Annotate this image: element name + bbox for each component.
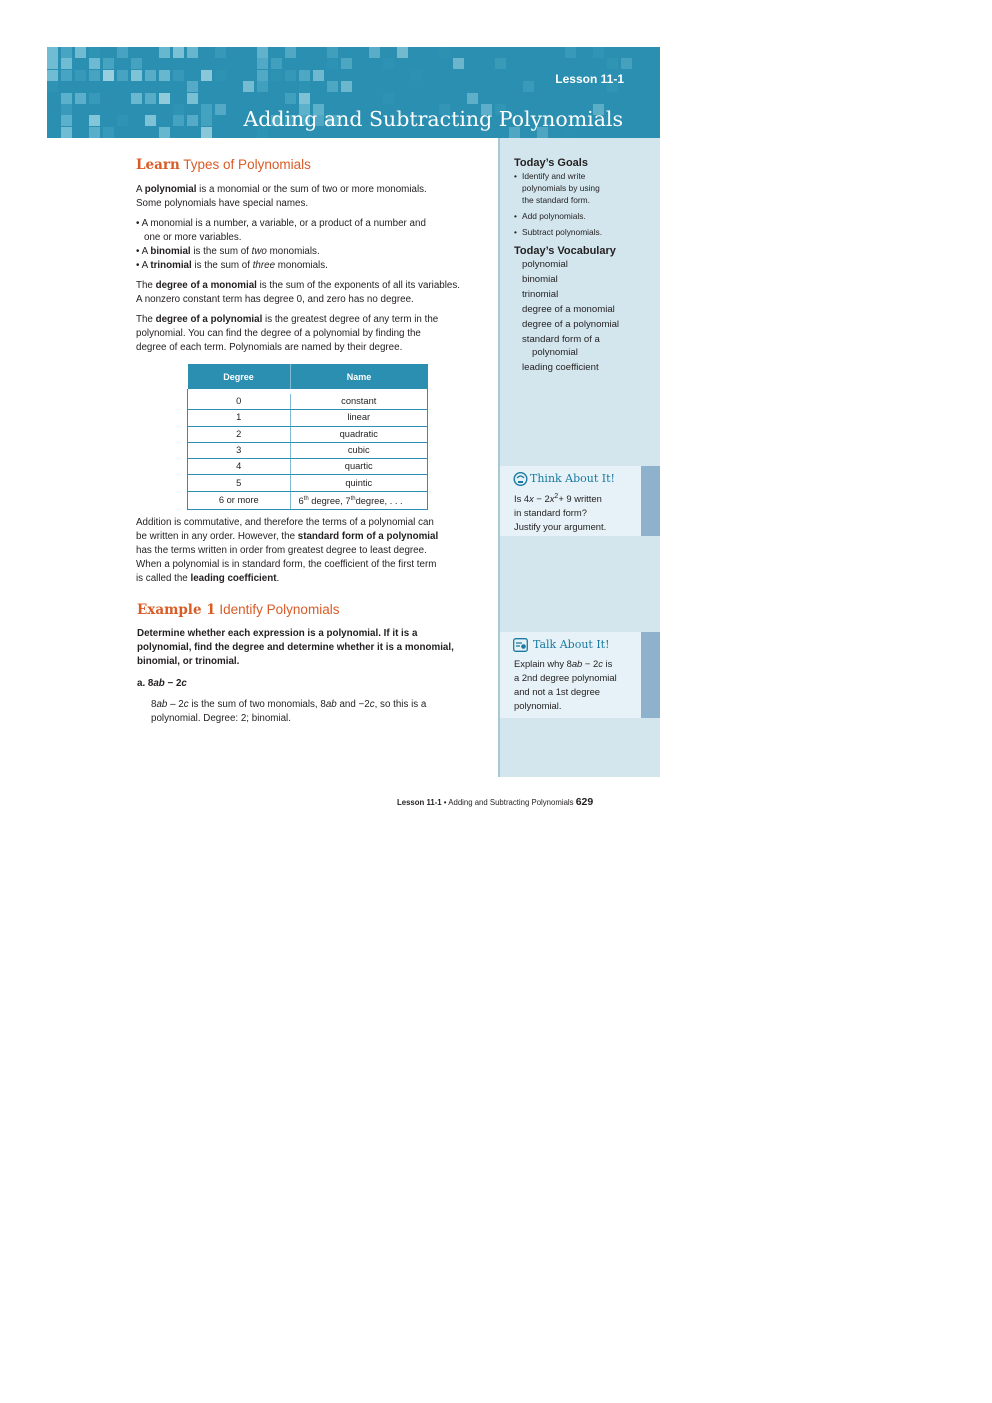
bullet-icon: • — [514, 227, 517, 237]
vocab-item: trinomial — [522, 289, 559, 300]
banner-tile — [61, 70, 72, 81]
banner-tile — [313, 70, 324, 81]
banner-tile — [257, 58, 268, 69]
banner-tile — [327, 47, 338, 58]
banner-tile — [145, 93, 156, 104]
banner-tile — [607, 58, 618, 69]
vocab-item: polynomial — [522, 259, 568, 270]
banner-tile — [89, 115, 100, 126]
banner-tile — [47, 47, 58, 58]
banner-tile — [187, 47, 198, 58]
bullet-list: • A monomial is a number, a variable, or a product of a number and one or more variables. • A binomial is the sum of two monomials. • A trinomial is the sum of three monomials. — [136, 218, 426, 271]
banner-tile — [467, 93, 478, 104]
banner-tile — [89, 93, 100, 104]
banner-tile — [285, 47, 296, 58]
talk-title: Talk About It! — [533, 638, 610, 651]
banner-tile — [131, 58, 142, 69]
banner-tile — [89, 127, 100, 138]
table-row: 6 or more 6th degree, 7thdegree, . . . — [188, 491, 428, 509]
banner-tile — [621, 58, 632, 69]
banner-tile — [327, 58, 338, 69]
banner-tile — [383, 58, 394, 69]
banner-tile — [439, 47, 450, 58]
banner-tile — [103, 70, 114, 81]
banner-tile — [117, 115, 128, 126]
banner-tile — [103, 58, 114, 69]
banner-tile — [47, 81, 58, 92]
bullet-icon: • — [514, 171, 517, 181]
example-prompt: Determine whether each expression is a polynomial. If it is a polynomial, find the degree and determine whether it is a monomial, binomial, or trinomial. — [137, 628, 454, 667]
banner-tile — [117, 70, 128, 81]
banner-tile — [383, 93, 394, 104]
vocab-item: standard form of a — [522, 334, 600, 345]
page-title: Adding and Subtracting Polynomials — [243, 107, 623, 131]
degree-monomial-paragraph: The degree of a monomial is the sum of the exponents of all its variables. A nonzero constant term has degree 0, and zero has no degree. — [136, 280, 460, 305]
table-row: 1 linear — [188, 410, 428, 426]
standard-form-paragraph: Addition is commutative, and therefore the terms of a polynomial can be written in any order. However, the standard form of a polynomial has the terms written in order from greatest degree to least degree. When a polynomial is in standard form, the coefficient of the first term is called the leading coefficient. — [136, 517, 439, 584]
table-header-row — [188, 364, 428, 389]
banner-tile — [201, 70, 212, 81]
banner-tile — [215, 104, 226, 115]
banner-tile — [75, 70, 86, 81]
goal-item: • Subtract polynomials. — [514, 227, 603, 237]
table-row: 3 cubic — [188, 442, 428, 458]
page-number: 629 — [575, 796, 594, 808]
page-footer: Lesson 11-1 • Adding and Subtracting Polynomials 629 — [397, 796, 594, 808]
banner-tile — [103, 127, 114, 138]
banner-tile — [61, 127, 72, 138]
banner-tile — [173, 104, 184, 115]
banner-tile — [257, 47, 268, 58]
column-header: Degree — [188, 364, 291, 389]
banner-tile — [61, 47, 72, 58]
banner-tile — [187, 93, 198, 104]
table-row: 5 quintic — [188, 475, 428, 491]
banner-tile — [299, 81, 310, 92]
banner-tile — [201, 115, 212, 126]
degree-polynomial-paragraph: The degree of a polynomial is the greatest degree of any term in the polynomial. You can find the degree of a polynomial by finding the degree of each term. Polynomials are named by their degree. — [136, 314, 439, 353]
banner-tile — [215, 47, 226, 58]
banner-tile — [131, 70, 142, 81]
banner-tile — [159, 47, 170, 58]
banner-tile — [299, 70, 310, 81]
banner-tile — [89, 47, 100, 58]
banner-tile — [61, 58, 72, 69]
banner-tile — [495, 58, 506, 69]
banner-tile — [173, 70, 184, 81]
banner-tile — [173, 47, 184, 58]
vocab-item: polynomial — [532, 347, 578, 358]
table-row: 0 constant — [188, 394, 428, 410]
banner-tile — [173, 115, 184, 126]
banner-tile — [117, 47, 128, 58]
goals-title: Today’s Goals — [514, 157, 588, 169]
banner-tile — [271, 58, 282, 69]
example-solution: 8ab – 2c is the sum of two monomials, 8ab and −2c, so this is a polynomial. Degree: 2; binomial. — [151, 699, 427, 724]
vocab-item: degree of a polynomial — [522, 319, 620, 330]
banner-tile — [47, 58, 58, 69]
banner-tile — [75, 47, 86, 58]
banner-tile — [61, 104, 72, 115]
vocab-item: binomial — [522, 274, 558, 285]
banner-tile — [593, 47, 604, 58]
banner-tile — [61, 115, 72, 126]
banner-tile — [341, 81, 352, 92]
intro-paragraph: A polynomial is a monomial or the sum of two or more monomials. Some polynomials have special names. — [136, 184, 427, 209]
column-header: Name — [290, 364, 428, 389]
banner-tile — [285, 70, 296, 81]
banner-tile — [341, 58, 352, 69]
banner-tile — [187, 81, 198, 92]
banner-tile — [523, 81, 534, 92]
banner-tile — [257, 81, 268, 92]
goal-item: • Identify and write polynomials by using the standard form. — [514, 171, 600, 205]
vocabulary-title: Today’s Vocabulary — [514, 245, 616, 257]
banner-tile — [327, 81, 338, 92]
think-about-it-callout — [500, 466, 660, 536]
banner-tile — [243, 81, 254, 92]
banner-tile — [131, 93, 142, 104]
lesson-label: Lesson 11-1 — [555, 72, 624, 86]
table-row: 2 quadratic — [188, 426, 428, 442]
banner-tile — [145, 115, 156, 126]
callout-edge — [641, 466, 660, 536]
example-part-a: a. 8ab − 2c — [137, 678, 187, 689]
goal-item: • Add polynomials. — [514, 211, 586, 221]
speech-bubbles-icon — [513, 638, 528, 652]
banner-tile — [61, 93, 72, 104]
banner-tile — [299, 93, 310, 104]
banner-tile — [75, 93, 86, 104]
callout-edge — [641, 632, 660, 718]
banner-tile — [397, 47, 408, 58]
banner-tile — [565, 47, 576, 58]
banner-tile — [285, 93, 296, 104]
table-row: 4 quartic — [188, 459, 428, 475]
banner-tile — [89, 70, 100, 81]
example-heading: Example 1 Identify Polynomials — [137, 602, 340, 618]
banner-tile — [201, 127, 212, 138]
banner-tile — [159, 127, 170, 138]
learn-heading: Learn Types of Polynomials — [136, 157, 311, 173]
banner-tile — [201, 104, 212, 115]
talk-about-it-callout — [500, 632, 660, 718]
banner-tile — [159, 70, 170, 81]
banner-tile — [89, 58, 100, 69]
talk-body: Explain why 8ab − 2c is a 2nd degree polynomial and not a 1st degree polynomial. — [514, 658, 617, 711]
lightbulb-head-icon — [513, 472, 528, 486]
banner-tile — [47, 70, 58, 81]
banner-tile — [257, 70, 268, 81]
banner-tile — [453, 58, 464, 69]
banner-tile — [187, 115, 198, 126]
think-title: Think About It! — [530, 472, 615, 485]
bullet-icon: • — [514, 211, 517, 221]
banner-tile — [159, 93, 170, 104]
banner-tile — [271, 70, 282, 81]
banner-tile — [215, 70, 226, 81]
think-body: Is $4x - 2x^2+ 9$ written in standard form? Justify your argument. — [514, 493, 607, 533]
lesson-banner — [47, 47, 660, 138]
degree-table — [187, 364, 428, 510]
banner-tile — [369, 47, 380, 58]
vocab-item: leading coefficient — [522, 362, 599, 373]
banner-tile — [411, 70, 422, 81]
banner-tile — [145, 70, 156, 81]
vocab-item: degree of a monomial — [522, 304, 615, 315]
